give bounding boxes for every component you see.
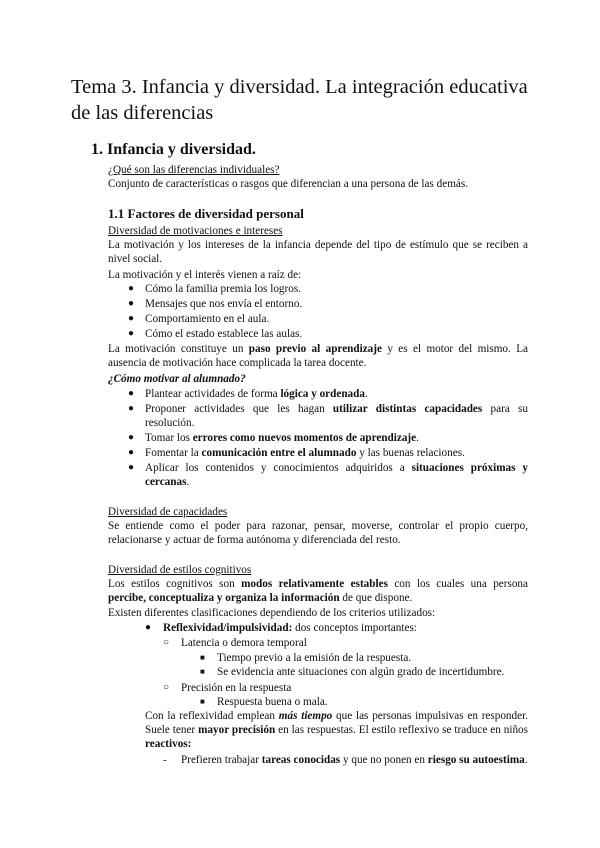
bullet-icon: ● [128,283,135,294]
circle-bullet-icon: ○ [163,682,170,693]
cognitive-heading: Diversidad de estilos cognitivos [108,564,252,576]
list-item: Aplicar los contenidos y conocimientos adquiridos a situaciones próximas y cercanas. [145,462,529,489]
dash-bullet-icon: - [163,754,167,766]
circle-bullet-icon: ○ [163,637,170,648]
list-item: Respuesta buena o mala. [217,696,328,708]
subsection-heading: 1.1 Factores de diversidad personal [108,206,304,221]
square-bullet-icon: ■ [200,697,205,706]
list-item: Tomar los errores como nuevos momentos de aprendizaje. [145,432,419,444]
bullet-icon: ● [128,447,135,458]
list-item: Cómo la familia premia los logros. [145,283,301,295]
bullet-icon: ● [128,432,135,443]
list-item: Cómo el estado establece las aulas. [145,328,303,340]
how-to-motivate-heading: ¿Cómo motivar al alumnado? [108,373,246,385]
motivation-paragraph: La motivación y los intereses de la infancia depende del tipo de estímulo que se reciben a nivel social. [108,239,528,266]
cognitive-paragraph: Los estilos cognitivos son modos relativamente estables con los cuales una persona percibe, conceptualiza y organiza la información de que dispone. [108,578,528,605]
bullet-icon: ● [128,313,135,324]
bullet-icon: ● [128,462,135,473]
motivation-intro: La motivación y el interés vienen a raíz de: [108,269,302,281]
section-heading: 1. Infancia y diversidad. [91,141,256,158]
reflexivity-paragraph: Con la reflexividad emplean más tiempo que las personas impulsivas en responder. Suele tener mayor precisión en las respuestas. El estilo reflexivo se traduce en niños reactivos: [145,710,528,751]
capacities-paragraph: Se entiende como el poder para razonar, pensar, moverse, controlar el propio cuerpo, relacionarse y actuar de forma autónoma y diferenciada del resto. [108,520,528,547]
bullet-icon: ● [128,298,135,309]
list-item: Se evidencia ante situaciones con algún grado de incertidumbre. [217,666,505,678]
list-item: Precisión en la respuesta [181,682,292,694]
list-item: Proponer actividades que les hagan utilizar distintas capacidades para su resolución. [145,403,528,430]
bullet-icon: ● [128,403,135,414]
definition-text: Conjunto de características o rasgos que diferencian a una persona de las demás. [108,178,469,190]
square-bullet-icon: ■ [200,667,205,676]
motivation-paragraph-2: La motivación constituye un paso previo al aprendizaje y es el motor del mismo. La ausencia de motivación hace complicada la tarea docente. [108,343,528,370]
list-item: Tiempo previo a la emisión de la respuesta. [217,652,412,664]
list-item: Comportamiento en el aula. [145,313,270,325]
question-heading: ¿Qué son las diferencias individuales? [108,164,280,176]
bullet-icon: ● [128,388,135,399]
list-item: Plantear actividades de forma lógica y ordenada. [145,388,368,400]
bullet-icon: ● [128,328,135,339]
list-item: Prefieren trabajar tareas conocidas y que no ponen en riesgo su autoestima. [181,754,528,766]
motivation-heading: Diversidad de motivaciones e intereses [108,225,283,237]
cognitive-intro: Existen diferentes clasificaciones dependiendo de los criterios utilizados: [108,607,436,619]
list-item: Mensajes que nos envía el entorno. [145,298,303,310]
document-title: Tema 3. Infancia y diversidad. La integración educativa de las diferencias [71,76,528,124]
list-item: Fomentar la comunicación entre el alumnado y las buenas relaciones. [145,447,465,459]
list-item: Latencia o demora temporal [181,637,307,649]
bullet-icon: ● [145,622,152,633]
list-item: Reflexividad/impulsividad: dos conceptos importantes: [163,622,417,634]
square-bullet-icon: ■ [200,653,205,662]
capacities-heading: Diversidad de capacidades [108,506,228,518]
